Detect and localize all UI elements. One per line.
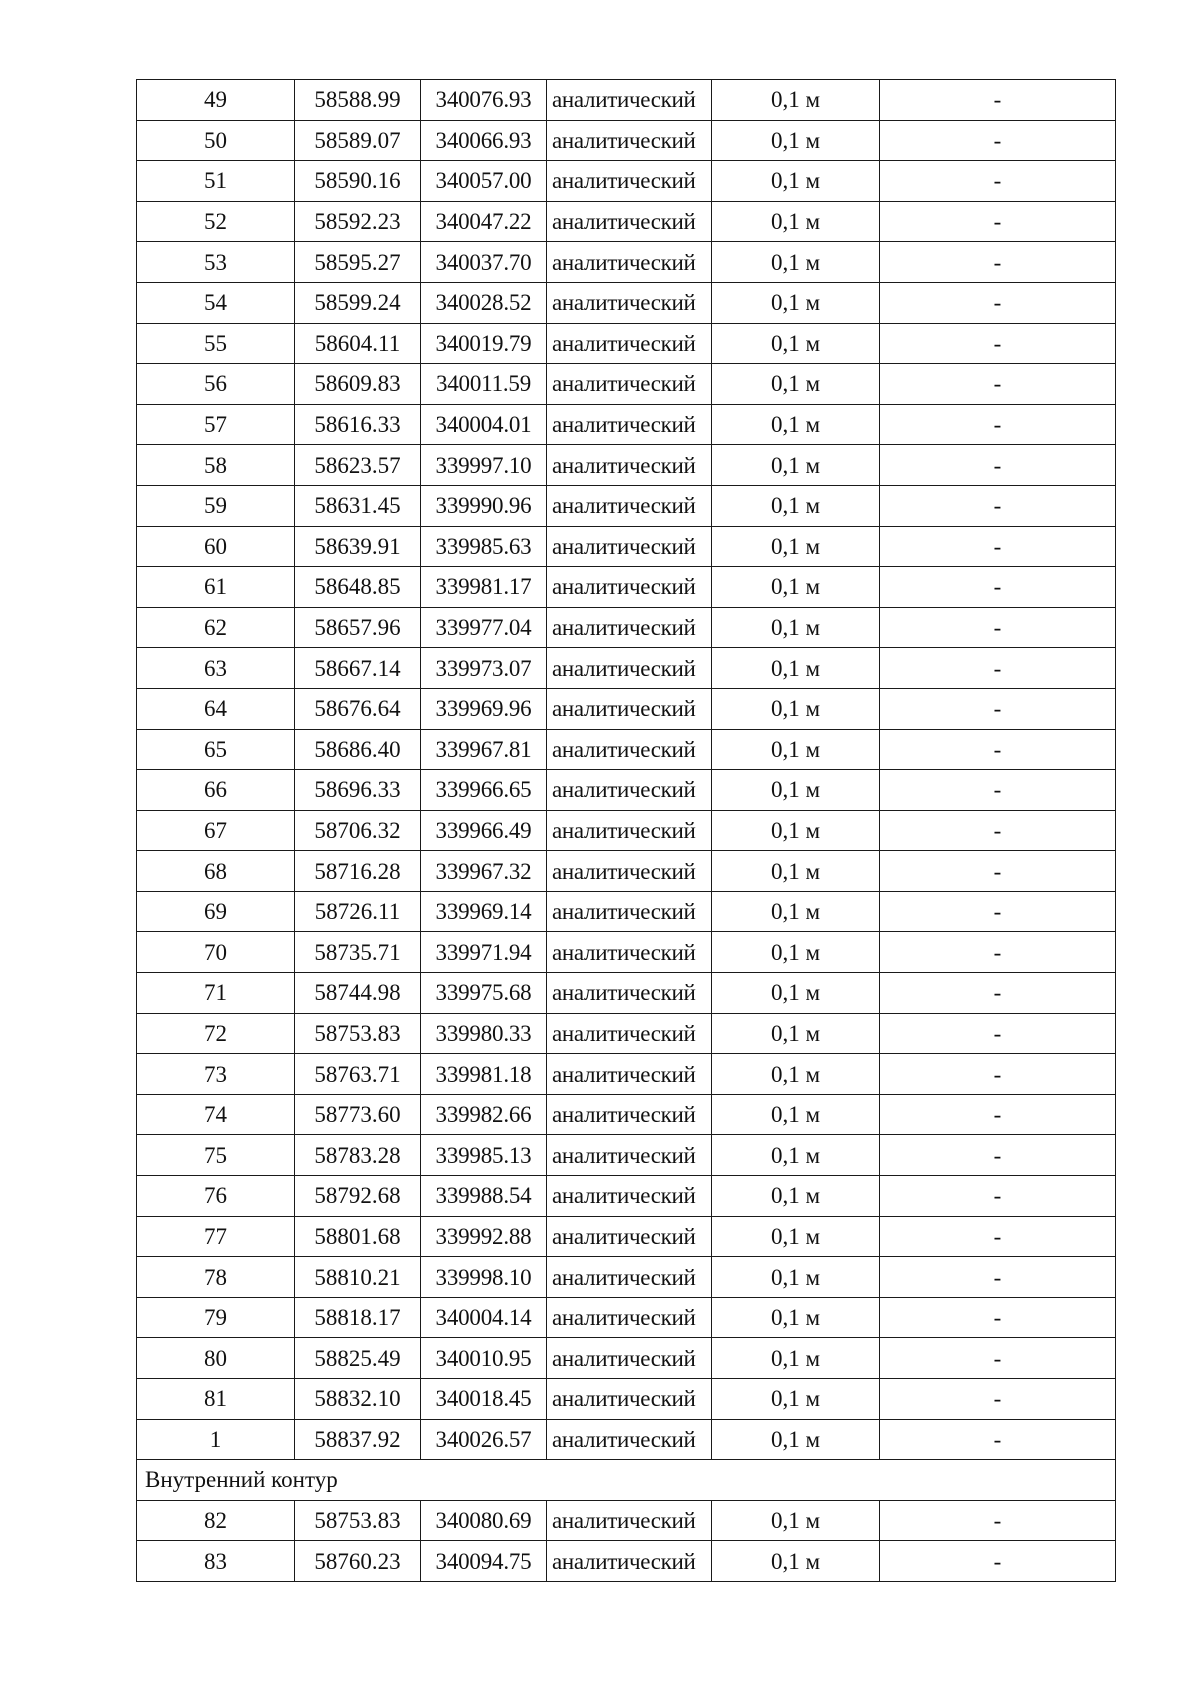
table-row xyxy=(137,567,1116,608)
coord-y-cell: 339980.33 xyxy=(421,1013,547,1054)
coord-x-cell: 58604.11 xyxy=(295,323,421,364)
method-cell: аналитический xyxy=(547,1338,712,1379)
point-number-cell: 58 xyxy=(137,445,295,486)
coord-x-cell: 58616.33 xyxy=(295,404,421,445)
coord-y-cell: 340037.70 xyxy=(421,242,547,283)
method-cell: аналитический xyxy=(547,120,712,161)
coord-y-cell: 339998.10 xyxy=(421,1257,547,1298)
method-cell: аналитический xyxy=(547,364,712,405)
point-number-cell: 73 xyxy=(137,1054,295,1095)
note-cell: - xyxy=(880,1338,1116,1379)
point-number-cell: 63 xyxy=(137,648,295,689)
accuracy-cell: 0,1 м xyxy=(712,1216,880,1257)
table-row xyxy=(137,932,1116,973)
coord-y-cell: 339981.18 xyxy=(421,1054,547,1095)
point-number-cell: 74 xyxy=(137,1094,295,1135)
coord-y-cell: 340004.01 xyxy=(421,404,547,445)
table-row xyxy=(137,120,1116,161)
note-cell: - xyxy=(880,1094,1116,1135)
coord-y-cell: 340094.75 xyxy=(421,1541,547,1582)
method-cell: аналитический xyxy=(547,1541,712,1582)
method-cell: аналитический xyxy=(547,1500,712,1541)
table-row xyxy=(137,282,1116,323)
accuracy-cell: 0,1 м xyxy=(712,891,880,932)
coord-x-cell: 58753.83 xyxy=(295,1500,421,1541)
note-cell: - xyxy=(880,1257,1116,1298)
note-cell: - xyxy=(880,445,1116,486)
note-cell: - xyxy=(880,648,1116,689)
note-cell: - xyxy=(880,120,1116,161)
coord-x-cell: 58783.28 xyxy=(295,1135,421,1176)
coord-y-cell: 340028.52 xyxy=(421,282,547,323)
coord-x-cell: 58686.40 xyxy=(295,729,421,770)
note-cell: - xyxy=(880,1216,1116,1257)
accuracy-cell: 0,1 м xyxy=(712,323,880,364)
note-cell: - xyxy=(880,1135,1116,1176)
accuracy-cell: 0,1 м xyxy=(712,973,880,1014)
method-cell: аналитический xyxy=(547,1257,712,1298)
coord-x-cell: 58763.71 xyxy=(295,1054,421,1095)
coord-y-cell: 339988.54 xyxy=(421,1176,547,1217)
note-cell: - xyxy=(880,810,1116,851)
method-cell: аналитический xyxy=(547,770,712,811)
point-number-cell: 52 xyxy=(137,201,295,242)
coord-x-cell: 58744.98 xyxy=(295,973,421,1014)
method-cell: аналитический xyxy=(547,932,712,973)
point-number-cell: 70 xyxy=(137,932,295,973)
method-cell: аналитический xyxy=(547,404,712,445)
coord-y-cell: 340011.59 xyxy=(421,364,547,405)
note-cell: - xyxy=(880,770,1116,811)
table-row xyxy=(137,1257,1116,1298)
coord-x-cell: 58832.10 xyxy=(295,1379,421,1420)
note-cell: - xyxy=(880,1541,1116,1582)
coord-y-cell: 340047.22 xyxy=(421,201,547,242)
method-cell: аналитический xyxy=(547,648,712,689)
coord-y-cell: 339967.81 xyxy=(421,729,547,770)
note-cell: - xyxy=(880,1054,1116,1095)
coord-x-cell: 58595.27 xyxy=(295,242,421,283)
table-row xyxy=(137,810,1116,851)
table-row xyxy=(137,1419,1116,1460)
coord-x-cell: 58760.23 xyxy=(295,1541,421,1582)
table-row xyxy=(137,1338,1116,1379)
accuracy-cell: 0,1 м xyxy=(712,282,880,323)
coord-x-cell: 58773.60 xyxy=(295,1094,421,1135)
table-row xyxy=(137,364,1116,405)
accuracy-cell: 0,1 м xyxy=(712,810,880,851)
accuracy-cell: 0,1 м xyxy=(712,729,880,770)
method-cell: аналитический xyxy=(547,80,712,121)
coord-y-cell: 339966.49 xyxy=(421,810,547,851)
method-cell: аналитический xyxy=(547,161,712,202)
note-cell: - xyxy=(880,1419,1116,1460)
coord-x-cell: 58667.14 xyxy=(295,648,421,689)
coord-x-cell: 58639.91 xyxy=(295,526,421,567)
accuracy-cell: 0,1 м xyxy=(712,201,880,242)
coord-y-cell: 340019.79 xyxy=(421,323,547,364)
point-number-cell: 75 xyxy=(137,1135,295,1176)
point-number-cell: 68 xyxy=(137,851,295,892)
coord-x-cell: 58588.99 xyxy=(295,80,421,121)
method-cell: аналитический xyxy=(547,282,712,323)
coord-x-cell: 58837.92 xyxy=(295,1419,421,1460)
note-cell: - xyxy=(880,282,1116,323)
note-cell: - xyxy=(880,891,1116,932)
coord-y-cell: 340004.14 xyxy=(421,1297,547,1338)
note-cell: - xyxy=(880,242,1116,283)
method-cell: аналитический xyxy=(547,445,712,486)
method-cell: аналитический xyxy=(547,1297,712,1338)
accuracy-cell: 0,1 м xyxy=(712,120,880,161)
point-number-cell: 69 xyxy=(137,891,295,932)
method-cell: аналитический xyxy=(547,1094,712,1135)
note-cell: - xyxy=(880,1176,1116,1217)
note-cell: - xyxy=(880,932,1116,973)
accuracy-cell: 0,1 м xyxy=(712,1379,880,1420)
accuracy-cell: 0,1 м xyxy=(712,688,880,729)
method-cell: аналитический xyxy=(547,729,712,770)
table-row xyxy=(137,607,1116,648)
accuracy-cell: 0,1 м xyxy=(712,932,880,973)
note-cell: - xyxy=(880,1297,1116,1338)
accuracy-cell: 0,1 м xyxy=(712,1135,880,1176)
table-row xyxy=(137,323,1116,364)
accuracy-cell: 0,1 м xyxy=(712,404,880,445)
method-cell: аналитический xyxy=(547,1419,712,1460)
table-row xyxy=(137,729,1116,770)
table-row xyxy=(137,1500,1116,1541)
coord-y-cell: 340076.93 xyxy=(421,80,547,121)
method-cell: аналитический xyxy=(547,567,712,608)
coord-y-cell: 339971.94 xyxy=(421,932,547,973)
coord-y-cell: 339992.88 xyxy=(421,1216,547,1257)
coord-x-cell: 58599.24 xyxy=(295,282,421,323)
accuracy-cell: 0,1 м xyxy=(712,607,880,648)
method-cell: аналитический xyxy=(547,973,712,1014)
coord-y-cell: 339990.96 xyxy=(421,485,547,526)
note-cell: - xyxy=(880,1379,1116,1420)
method-cell: аналитический xyxy=(547,1135,712,1176)
coord-x-cell: 58609.83 xyxy=(295,364,421,405)
point-number-cell: 66 xyxy=(137,770,295,811)
point-number-cell: 1 xyxy=(137,1419,295,1460)
accuracy-cell: 0,1 м xyxy=(712,1054,880,1095)
note-cell: - xyxy=(880,364,1116,405)
table-row xyxy=(137,445,1116,486)
method-cell: аналитический xyxy=(547,891,712,932)
note-cell: - xyxy=(880,404,1116,445)
point-number-cell: 71 xyxy=(137,973,295,1014)
table-row xyxy=(137,1541,1116,1582)
note-cell: - xyxy=(880,851,1116,892)
coord-y-cell: 339977.04 xyxy=(421,607,547,648)
method-cell: аналитический xyxy=(547,1379,712,1420)
note-cell: - xyxy=(880,1013,1116,1054)
accuracy-cell: 0,1 м xyxy=(712,526,880,567)
coord-y-cell: 339975.68 xyxy=(421,973,547,1014)
accuracy-cell: 0,1 м xyxy=(712,1297,880,1338)
coord-y-cell: 339969.14 xyxy=(421,891,547,932)
coord-x-cell: 58792.68 xyxy=(295,1176,421,1217)
point-number-cell: 55 xyxy=(137,323,295,364)
coord-y-cell: 340057.00 xyxy=(421,161,547,202)
point-number-cell: 60 xyxy=(137,526,295,567)
accuracy-cell: 0,1 м xyxy=(712,648,880,689)
point-number-cell: 80 xyxy=(137,1338,295,1379)
point-number-cell: 78 xyxy=(137,1257,295,1298)
table-row xyxy=(137,1094,1116,1135)
coord-x-cell: 58592.23 xyxy=(295,201,421,242)
coord-x-cell: 58726.11 xyxy=(295,891,421,932)
coord-x-cell: 58753.83 xyxy=(295,1013,421,1054)
coord-y-cell: 339966.65 xyxy=(421,770,547,811)
coord-x-cell: 58818.17 xyxy=(295,1297,421,1338)
note-cell: - xyxy=(880,567,1116,608)
accuracy-cell: 0,1 м xyxy=(712,1338,880,1379)
table-row xyxy=(137,851,1116,892)
table-row xyxy=(137,891,1116,932)
coord-y-cell: 340010.95 xyxy=(421,1338,547,1379)
point-number-cell: 51 xyxy=(137,161,295,202)
method-cell: аналитический xyxy=(547,688,712,729)
coord-y-cell: 339997.10 xyxy=(421,445,547,486)
coord-x-cell: 58657.96 xyxy=(295,607,421,648)
method-cell: аналитический xyxy=(547,1216,712,1257)
point-number-cell: 53 xyxy=(137,242,295,283)
note-cell: - xyxy=(880,485,1116,526)
table-row xyxy=(137,1054,1116,1095)
coord-x-cell: 58716.28 xyxy=(295,851,421,892)
coord-x-cell: 58623.57 xyxy=(295,445,421,486)
table-row xyxy=(137,526,1116,567)
point-number-cell: 50 xyxy=(137,120,295,161)
note-cell: - xyxy=(880,688,1116,729)
table-row xyxy=(137,161,1116,202)
coord-y-cell: 340018.45 xyxy=(421,1379,547,1420)
coord-y-cell: 339982.66 xyxy=(421,1094,547,1135)
accuracy-cell: 0,1 м xyxy=(712,364,880,405)
coord-x-cell: 58590.16 xyxy=(295,161,421,202)
coord-x-cell: 58696.33 xyxy=(295,770,421,811)
coord-x-cell: 58648.85 xyxy=(295,567,421,608)
method-cell: аналитический xyxy=(547,851,712,892)
accuracy-cell: 0,1 м xyxy=(712,242,880,283)
point-number-cell: 81 xyxy=(137,1379,295,1420)
coord-y-cell: 339967.32 xyxy=(421,851,547,892)
table-row xyxy=(137,648,1116,689)
coord-y-cell: 340066.93 xyxy=(421,120,547,161)
coord-x-cell: 58810.21 xyxy=(295,1257,421,1298)
note-cell: - xyxy=(880,973,1116,1014)
method-cell: аналитический xyxy=(547,201,712,242)
accuracy-cell: 0,1 м xyxy=(712,1013,880,1054)
table-row xyxy=(137,242,1116,283)
method-cell: аналитический xyxy=(547,607,712,648)
coord-x-cell: 58735.71 xyxy=(295,932,421,973)
note-cell: - xyxy=(880,526,1116,567)
coord-y-cell: 339973.07 xyxy=(421,648,547,689)
coord-y-cell: 339969.96 xyxy=(421,688,547,729)
coord-y-cell: 339985.63 xyxy=(421,526,547,567)
point-number-cell: 83 xyxy=(137,1541,295,1582)
coord-y-cell: 339981.17 xyxy=(421,567,547,608)
coord-x-cell: 58706.32 xyxy=(295,810,421,851)
point-number-cell: 59 xyxy=(137,485,295,526)
accuracy-cell: 0,1 м xyxy=(712,1176,880,1217)
coord-x-cell: 58676.64 xyxy=(295,688,421,729)
accuracy-cell: 0,1 м xyxy=(712,770,880,811)
accuracy-cell: 0,1 м xyxy=(712,567,880,608)
point-number-cell: 61 xyxy=(137,567,295,608)
method-cell: аналитический xyxy=(547,1054,712,1095)
accuracy-cell: 0,1 м xyxy=(712,1094,880,1135)
section-label: Внутренний контур xyxy=(137,1460,1116,1501)
table-row xyxy=(137,201,1116,242)
table-row xyxy=(137,973,1116,1014)
accuracy-cell: 0,1 м xyxy=(712,1419,880,1460)
method-cell: аналитический xyxy=(547,485,712,526)
table-row xyxy=(137,688,1116,729)
point-number-cell: 64 xyxy=(137,688,295,729)
note-cell: - xyxy=(880,80,1116,121)
accuracy-cell: 0,1 м xyxy=(712,1541,880,1582)
point-number-cell: 77 xyxy=(137,1216,295,1257)
point-number-cell: 57 xyxy=(137,404,295,445)
table-row xyxy=(137,404,1116,445)
accuracy-cell: 0,1 м xyxy=(712,1500,880,1541)
note-cell: - xyxy=(880,201,1116,242)
table-row xyxy=(137,1135,1116,1176)
note-cell: - xyxy=(880,1500,1116,1541)
point-number-cell: 49 xyxy=(137,80,295,121)
method-cell: аналитический xyxy=(547,242,712,283)
accuracy-cell: 0,1 м xyxy=(712,445,880,486)
accuracy-cell: 0,1 м xyxy=(712,485,880,526)
accuracy-cell: 0,1 м xyxy=(712,80,880,121)
point-number-cell: 54 xyxy=(137,282,295,323)
coord-y-cell: 339985.13 xyxy=(421,1135,547,1176)
method-cell: аналитический xyxy=(547,810,712,851)
point-number-cell: 65 xyxy=(137,729,295,770)
note-cell: - xyxy=(880,323,1116,364)
table-row xyxy=(137,485,1116,526)
table-row xyxy=(137,1379,1116,1420)
note-cell: - xyxy=(880,607,1116,648)
point-number-cell: 79 xyxy=(137,1297,295,1338)
table-row xyxy=(137,1013,1116,1054)
note-cell: - xyxy=(880,161,1116,202)
coord-x-cell: 58631.45 xyxy=(295,485,421,526)
coord-y-cell: 340080.69 xyxy=(421,1500,547,1541)
point-number-cell: 56 xyxy=(137,364,295,405)
point-number-cell: 67 xyxy=(137,810,295,851)
accuracy-cell: 0,1 м xyxy=(712,161,880,202)
point-number-cell: 62 xyxy=(137,607,295,648)
coord-y-cell: 340026.57 xyxy=(421,1419,547,1460)
table-row xyxy=(137,1216,1116,1257)
coord-x-cell: 58801.68 xyxy=(295,1216,421,1257)
method-cell: аналитический xyxy=(547,1013,712,1054)
coord-x-cell: 58825.49 xyxy=(295,1338,421,1379)
coordinates-table xyxy=(136,79,1116,1582)
coord-x-cell: 58589.07 xyxy=(295,120,421,161)
table-row xyxy=(137,80,1116,121)
accuracy-cell: 0,1 м xyxy=(712,1257,880,1298)
point-number-cell: 72 xyxy=(137,1013,295,1054)
accuracy-cell: 0,1 м xyxy=(712,851,880,892)
table-row xyxy=(137,1176,1116,1217)
method-cell: аналитический xyxy=(547,526,712,567)
method-cell: аналитический xyxy=(547,1176,712,1217)
table-row xyxy=(137,1297,1116,1338)
coordinates-table-body xyxy=(137,80,1116,1582)
section-row xyxy=(137,1460,1116,1501)
point-number-cell: 82 xyxy=(137,1500,295,1541)
method-cell: аналитический xyxy=(547,323,712,364)
table-row xyxy=(137,770,1116,811)
note-cell: - xyxy=(880,729,1116,770)
point-number-cell: 76 xyxy=(137,1176,295,1217)
